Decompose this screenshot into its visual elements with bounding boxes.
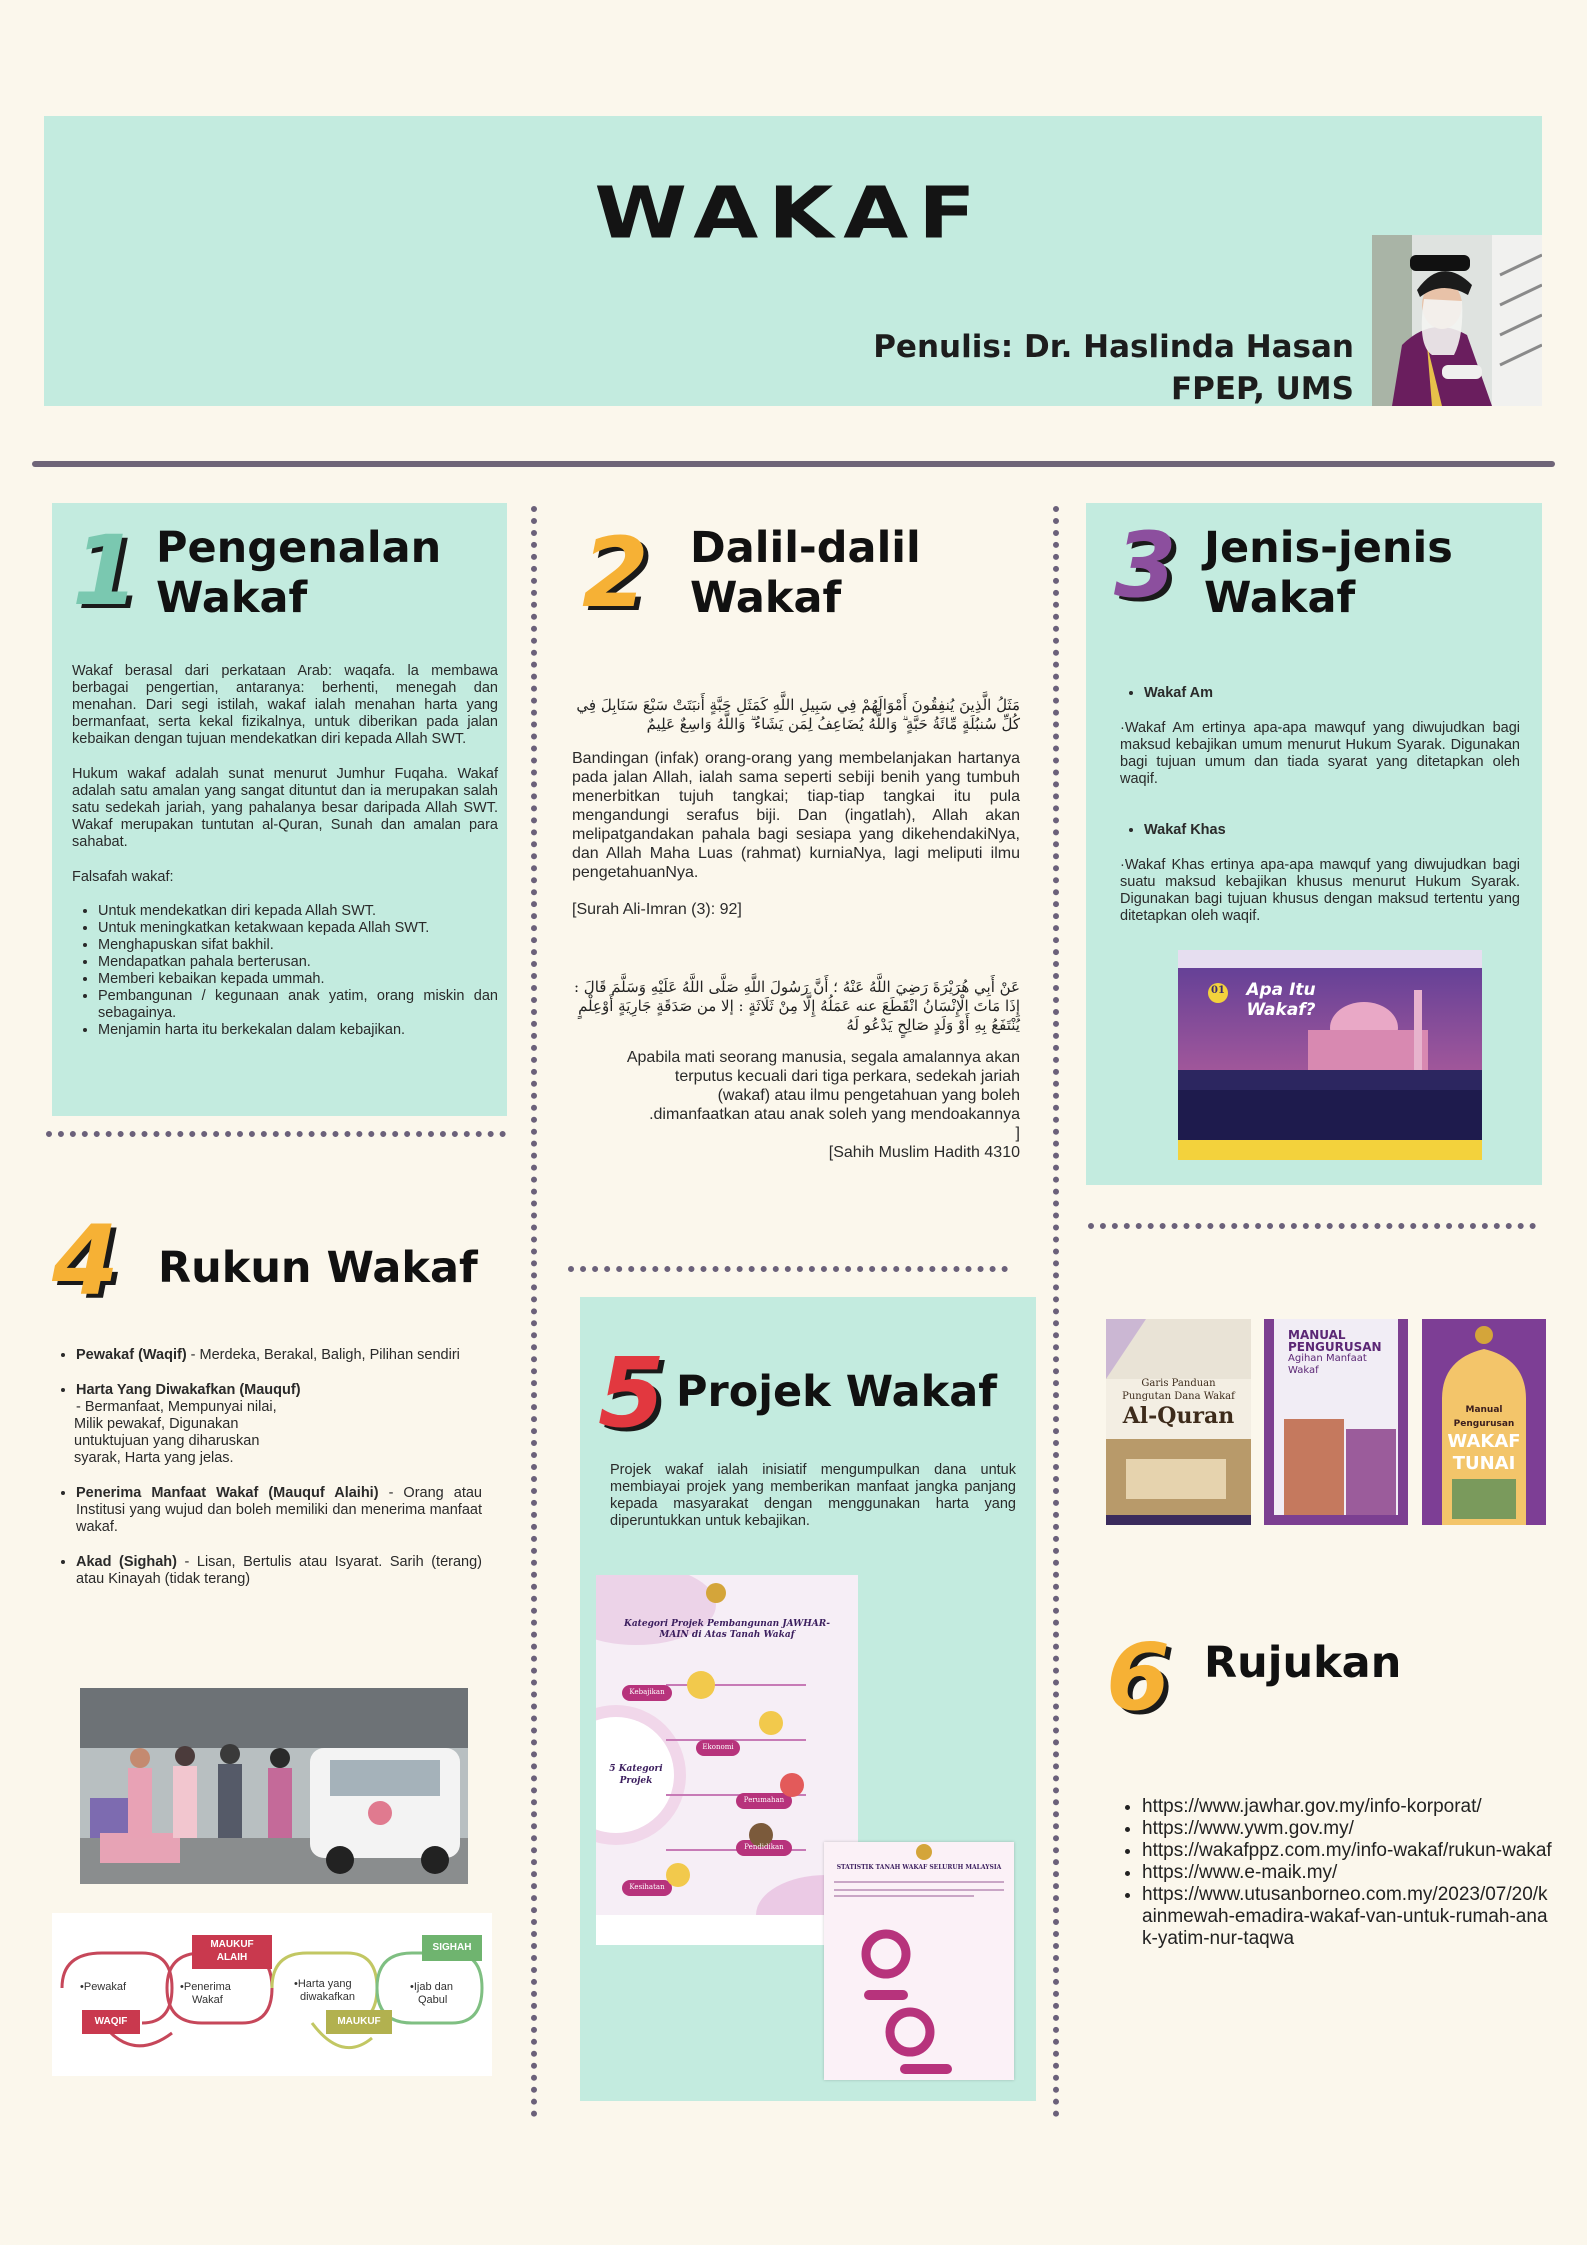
rukun-desc: - Orang atau Institusi yang wujud dan boleh memiliki dan menerima manfaat wakaf.: [76, 1485, 482, 1535]
section-number: 6: [1106, 1624, 1171, 1731]
book-title: [1288, 1329, 1400, 1377]
section-title-line2: Wakaf: [1204, 573, 1356, 623]
poster-title-line: Wakaf?: [1246, 1000, 1316, 1020]
rukun-desc-line: syarak, Harta yang jelas.: [74, 1450, 234, 1466]
list-item: • Menghapuskan sifat bakhil.: [98, 937, 498, 954]
rukun-list: [52, 1347, 482, 1588]
diagram-line: Qabul: [418, 1994, 448, 2006]
diagram-pewakaf: •Pewakaf: [80, 1981, 127, 1993]
projek-categories-poster: [596, 1575, 858, 1945]
book-title-line: Pungutan Dana Wakaf: [1122, 1391, 1235, 1402]
diagram-penerima: [180, 1981, 231, 2007]
list-item: • Menjamin harta itu berkekalan dalam kebajikan.: [98, 1022, 498, 1039]
hadith-line: .dimanfaatkan atau anak soleh yang mendoakannya: [649, 1106, 1020, 1123]
hadith-line: Apabila mati seorang manusia, segala amalannya akan: [626, 1049, 1020, 1066]
section-title: [156, 523, 441, 623]
diagram-maukuf-label: MAUKUF: [337, 2016, 381, 2027]
rukun-desc-line: - Bermanfaat, Mempunyai nilai,: [76, 1399, 277, 1415]
section-title-line1: Dalil-dalil: [690, 523, 921, 573]
rukun-desc-line: untuktujuan yang diharuskan: [74, 1433, 260, 1449]
hadith-line: (wakaf) atau ilmu pengetahuan yang boleh: [717, 1087, 1020, 1104]
book-title-line: PENGURUSAN: [1288, 1340, 1382, 1354]
diagram-line: •Harta yang: [294, 1978, 352, 1990]
diagram-maukuf-alaih-label: [192, 1938, 272, 1964]
book-title-line: TUNAI: [1452, 1453, 1516, 1474]
book-title-line: Garis Panduan: [1141, 1378, 1216, 1389]
section-projek: [580, 1297, 1036, 2101]
rukun-term: Penerima Manfaat Wakaf (Mauquf Alaihi): [76, 1485, 379, 1501]
diagram-line: ALAIH: [216, 1952, 248, 1963]
poster-title-line: Apa Itu: [1246, 980, 1316, 1000]
wakaf-khas-label: • Wakaf Khas: [1144, 822, 1520, 839]
divider-col3: [1088, 1223, 1536, 1229]
section-number: 3: [1114, 513, 1177, 618]
section-title-line2: Wakaf: [156, 573, 308, 623]
hadith-arabic: عَنْ أَبِي هُرَيْرَةَ رَضِيَ اللَّهُ عَنْهُ ؛ أَنَّ رَسُولَ اللَّهِ صَلَّى اللَّهُ عَلَيْهِ وَسَلَّمَ قَالَ : إِذَا مَاتَ الْإِنْسَانُ انْقَطَعَ عنه عَمَلُهُ إِلَّا مِنْ ثَلَاثَةٍ : إلا من صَدَقَةٍ جَارِيَةٍ أَوْعِلْمٍ يُنْتَفَعُ بِهِ أَوْ وَلَدٍ صَالِحٍ يَدْعُو لَهُ: [573, 978, 1020, 1034]
diagram-line: diwakafkan: [300, 1991, 356, 2003]
rukun-term: Harta Yang Diwakafkan (Mauquf): [76, 1382, 301, 1398]
wakaf-am-text: ·Wakaf Am ertinya apa-apa mawquf yang diwujudkan bagi maksud kebajikan umum menurut Hukum Syarak. Digunakan bagi tujuan umum dan tiada syarat yang ditetapkan oleh waqif.: [1120, 720, 1520, 787]
poster-center-line: Projek: [619, 1776, 653, 1786]
section-title: Projek Wakaf: [676, 1367, 997, 1417]
paragraph: Wakaf berasal dari perkataan Arab: waqafa. la membawa berbagai pengertian, antaranya: berhenti, menegah dan menahan. Dari segi istilah, wakaf ialah menahan harta yang bermanfaat, serta kekal fizikalnya, untuk diberikan pada jalan kebaikan dengan tujuan mendekatkan diri kepada Allah SWT.: [72, 663, 498, 747]
section-rukun: [46, 1205, 516, 2085]
book-title: [1106, 1377, 1251, 1429]
section-pengenalan: [52, 503, 507, 1116]
section-number: 1: [72, 515, 139, 627]
diagram-line: •Penerima: [180, 1981, 231, 1993]
statistik-poster: [824, 1842, 1014, 2080]
reference-list: [1122, 1796, 1552, 1950]
section-jenis: [1086, 503, 1542, 1185]
hadith-line: terputus kecuali dari tiga perkara, sedekah jariah: [674, 1068, 1020, 1085]
rukun-term: Akad (Sighah): [76, 1554, 177, 1570]
rukun-term: Pewakaf (Waqif): [76, 1347, 187, 1363]
diagram-waqif-label: WAQIF: [94, 2016, 128, 2027]
poster-center-line: 5 Kategori: [609, 1764, 663, 1774]
book-title: [1436, 1403, 1532, 1475]
section-title-line2: Wakaf: [690, 573, 842, 623]
book-wakaf-tunai: [1422, 1319, 1546, 1525]
paragraph: Hukum wakaf adalah sunat menurut Jumhur Fuqaha. Wakaf adalah satu amalan yang sangat dituntut dan ia merupakan salah satu sedekah jariah, yang pahalanya besar daripada Allah SWT. Wakaf merupakan tuntutan al-Quran, Sunah dan amalan para sahabat.: [72, 766, 498, 850]
poster-category: Pendidikan: [744, 1843, 784, 1851]
column-divider-2: [1053, 506, 1059, 2118]
wakaf-van-photo: [80, 1688, 468, 1884]
book-title-line: MANUAL: [1288, 1328, 1346, 1342]
poster-category: Ekonomi: [702, 1743, 734, 1751]
rukun-diagram: [52, 1913, 492, 2076]
manual-books: [1106, 1319, 1546, 1525]
book-title-line: WAKAF: [1447, 1431, 1521, 1452]
list-item: [76, 1347, 482, 1364]
list-item: [76, 1382, 482, 1467]
wakaf-khas-text: ·Wakaf Khas ertinya apa-apa mawquf yang diwujudkan bagi suatu maksud kebajikan khusus menurut Hukum Syarak. Digunakan bagi tujuan khusus dengan maksud tertentu yang ditetapkan oleh waqif.: [1120, 857, 1520, 924]
wakaf-am-label: • Wakaf Am: [1144, 685, 1520, 702]
book-title-line: Al-Quran: [1122, 1403, 1235, 1429]
poster-title: STATISTIK TANAH WAKAF SELURUH MALAYSIA: [836, 1864, 1002, 1871]
book-garis-panduan: [1106, 1319, 1251, 1525]
rukun-desc-line: Milik pewakaf, Digunakan: [74, 1416, 239, 1432]
section-number: 5: [598, 1337, 665, 1449]
projek-text: Projek wakaf ialah inisiatif mengumpulkan dana untuk membiayai projek yang memberikan manfaat jangka panjang kepada masyarakat dengan menggunakan harta yang diperuntukkan untuk kebajikan.: [610, 1462, 1016, 1529]
header-divider: [32, 461, 1555, 467]
section-dalil: [568, 503, 1028, 1183]
poster-center-label: [608, 1763, 664, 1787]
diagram-ijab: [410, 1981, 453, 2007]
poster-category: Kebajikan: [629, 1688, 665, 1696]
list-item: [76, 1485, 482, 1536]
section-number: 4: [52, 1205, 119, 1317]
section-title: Rujukan: [1204, 1638, 1402, 1688]
falsafah-list: [72, 903, 498, 1039]
diagram-line: •Ijab dan: [410, 1981, 453, 1993]
list-item: • Untuk meningkatkan ketakwaan kepada Allah SWT.: [98, 920, 498, 937]
section-title-line1: Pengenalan: [156, 523, 442, 573]
hadith-line: ]: [1015, 1125, 1020, 1142]
author-photo: [1372, 235, 1542, 406]
header-banner: [44, 116, 1542, 406]
list-item: • Pembangunan / kegunaan anak yatim, orang miskin dan sebagainya.: [98, 988, 498, 1022]
reference-link[interactable]: • https://www.e-maik.my/: [1142, 1862, 1552, 1884]
section-title: [1204, 523, 1453, 623]
rukun-desc: [76, 1399, 482, 1467]
rukun-desc: - Lisan, Bertulis atau Isyarat. Sarih (terang) atau Kinayah (tidak terang): [76, 1554, 482, 1587]
poster-title: Kategori Projek Pembangunan JAWHAR-MAIN di Atas Tanah Wakaf: [624, 1619, 830, 1640]
diagram-sighah-label: SIGHAH: [432, 1942, 472, 1953]
author-name: Penulis: Dr. Haslinda Hasan: [873, 329, 1354, 365]
list-item: [76, 1554, 482, 1588]
section-title: [690, 523, 921, 623]
reference-link[interactable]: • https://wakafppz.com.my/info-wakaf/rukun-wakaf: [1142, 1840, 1552, 1862]
poster-category: Kesihatan: [629, 1883, 665, 1891]
list-item: • Mendapatkan pahala berterusan.: [98, 954, 498, 971]
book-title-line: Manual Pengurusan: [1453, 1405, 1515, 1429]
section-body: [72, 663, 498, 1039]
book-manual-agihan: [1264, 1319, 1408, 1525]
quran-verse-translation: Bandingan (infak) orang-orang yang membelanjakan hartanya pada jalan Allah, ialah sama seperti sebiji benih yang tumbuh menerbitkan tujuh tangkai; tiap-tiap tangkai itu pula mengandungi serafus biji. Dan (ingatlah), Allah akan melipatgandakan pahala bagi sesiapa yang dikehendakiNya, dan Allah Maha Luas (rahmat) kurniaNya, lagi meliputi ilmu pengetahuanNya.: [572, 750, 1020, 881]
quran-verse-arabic: مَثَلُ الَّذِينَ يُنفِقُونَ أَمْوَالَهُمْ فِي سَبِيلِ اللَّهِ كَمَثَلِ حَبَّةٍ أَنبَتَتْ سَبْعَ سَنَابِلَ فِي كُلِّ سُنبُلَةٍ مِّائَةُ حَبَّةٍ ۗ وَاللَّهُ يُضَاعِفُ لِمَن يَشَاءُ ۗ وَاللَّهُ وَاسِعٌ عَلِيمٌ: [576, 696, 1020, 733]
quran-reference: [Surah Ali-Imran (3): 92]: [572, 901, 742, 918]
reference-link[interactable]: • https://www.jawhar.gov.my/info-korporat/: [1142, 1796, 1552, 1818]
reference-link[interactable]: • https://www.utusanborneo.com.my/2023/07/20/kainmewah-emadira-wakaf-van-untuk-rumah-anak-yatim-nur-taqwa: [1142, 1884, 1552, 1950]
column-divider-1: [531, 506, 537, 2118]
diagram-line: MAUKUF: [210, 1939, 254, 1950]
divider-col1: [46, 1131, 506, 1137]
diagram-harta: [294, 1978, 355, 2004]
rukun-desc: - Merdeka, Berakal, Baligh, Pilihan sendiri: [186, 1347, 460, 1363]
divider-col2: [568, 1266, 1008, 1272]
falsafah-label: Falsafah wakaf:: [72, 869, 174, 885]
apa-itu-wakaf-poster: [1178, 950, 1482, 1160]
book-title-line: Agihan Manfaat: [1288, 1353, 1367, 1364]
hadith-reference: [Sahih Muslim Hadith 4310: [828, 1144, 1020, 1161]
section-rujukan: [1100, 1620, 1552, 1980]
list-item: • Untuk mendekatkan diri kepada Allah SWT.: [98, 903, 498, 920]
hadith-translation: [572, 1048, 1020, 1162]
poster-title: [1236, 980, 1326, 1020]
book-title-line: Wakaf: [1288, 1365, 1319, 1376]
section-title-line1: Jenis-jenis: [1204, 523, 1453, 573]
wakaf-types: [1120, 685, 1520, 925]
poster-badge: 01: [1211, 985, 1225, 996]
list-item: • Memberi kebaikan kepada ummah.: [98, 971, 498, 988]
page-title: WAKAF: [594, 171, 986, 255]
poster-category: Perumahan: [743, 1796, 785, 1804]
reference-link[interactable]: • https://www.ywm.gov.my/: [1142, 1818, 1552, 1840]
author-block: [873, 326, 1354, 410]
author-affiliation: FPEP, UMS: [1170, 371, 1354, 407]
section-title: Rukun Wakaf: [158, 1243, 478, 1293]
section-number: 2: [582, 517, 649, 629]
diagram-line: Wakaf: [192, 1994, 223, 2006]
